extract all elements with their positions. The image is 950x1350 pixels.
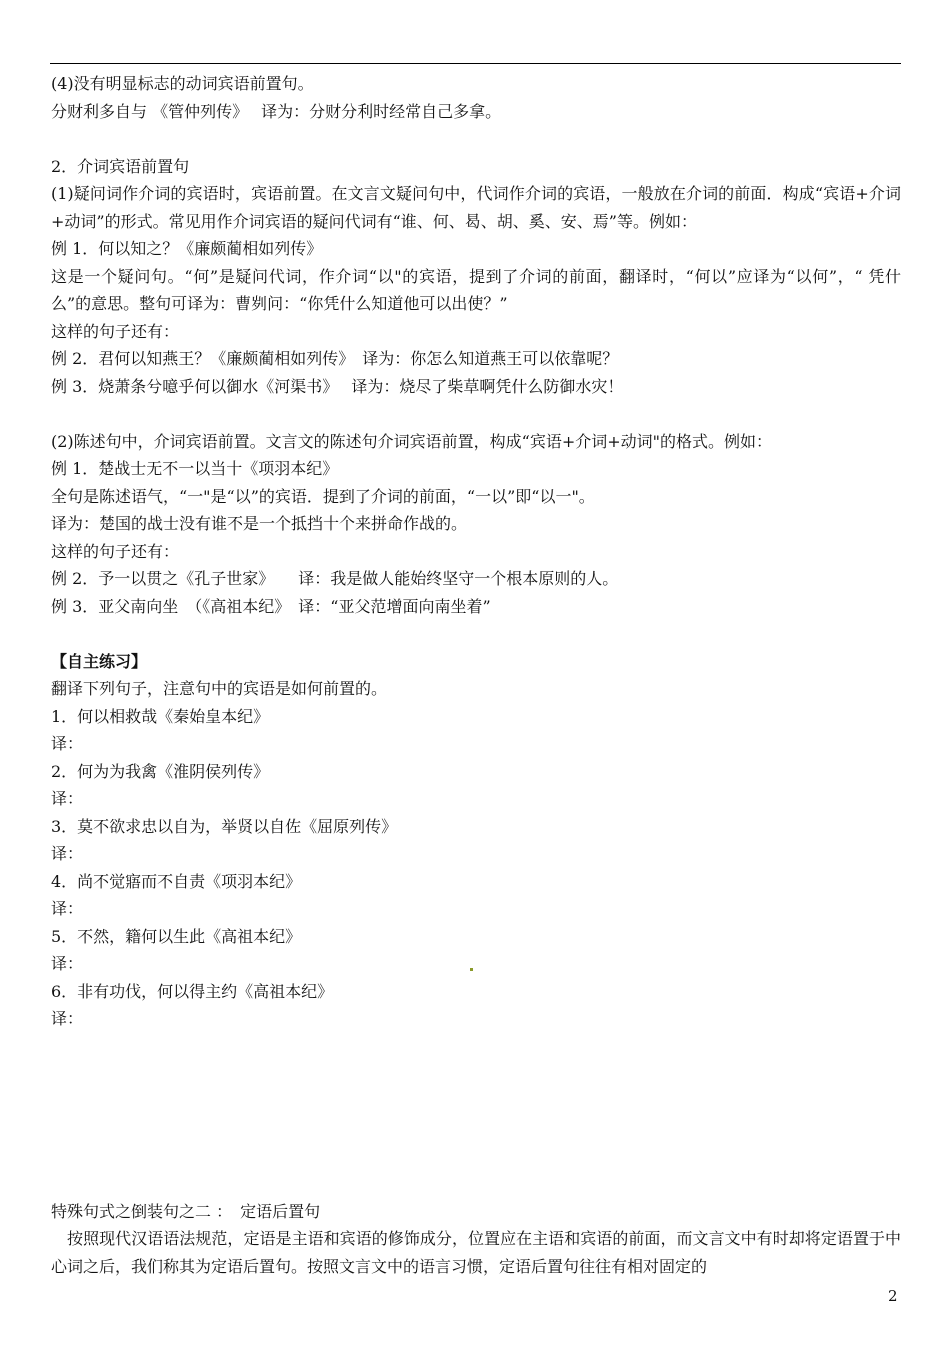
paragraph: (1)疑问词作介词的宾语时，宾语前置。在文言文疑问句中，代词作介词的宾语，一般放在介词的前面．构成“宾语+介词+动词”的形式。常见用作介词宾语的疑问代词有“谁、何、曷、胡、奚、安、焉”等。例如：	[51, 184, 901, 231]
practice-answer-label: 译：	[51, 899, 84, 918]
practice-question: 6．非有功伐，何以得主约《高祖本纪》	[51, 981, 334, 1001]
practice-answer-label: 译：	[51, 1009, 84, 1028]
section-heading: 2．介词宾语前置句	[51, 156, 190, 176]
example-line: 分财利多自与 《管仲列传》 译为：分财分利时经常自己多拿。	[51, 101, 502, 121]
paragraph: 这是一个疑问句。“何”是疑问代词，作介词“以"的宾语，提到了介词的前面，翻译时，“何以”应译为“以何”，“ 凭什么”的意思。整句可译为：曹刿问：“你凭什么知道他可以出使？”	[51, 266, 901, 313]
text-line: 这样的句子还有：	[51, 541, 180, 561]
practice-answer-label: 译：	[51, 844, 84, 863]
example-line: 例 2．君何以知燕王？《廉颇蔺相如列传》 译为：你怎么知道燕王可以依靠呢？	[51, 349, 619, 368]
blank-line	[51, 400, 901, 428]
section-heading: 特殊句式之倒装句之二 ： 定语后置句	[51, 1201, 321, 1221]
practice-heading: 【自主练习】	[51, 651, 148, 671]
practice-question: 3．莫不欲求忠以自为，举贤以自佐《屈原列传》	[51, 816, 398, 836]
example-line: 例 1．楚战士无不一以当十《项羽本纪》	[51, 459, 339, 478]
text-line: 全句是陈述语气，“一"是“以”的宾语．提到了介词的前面，“一以”即“以一"。	[51, 486, 595, 506]
paragraph: 按照现代汉语语法规范，定语是主语和宾语的修饰成分，位置应在主语和宾语的前面，而文言文中有时却将定语置于中心词之后，我们称其为定语后置句。按照文言文中的语言习惯，定语后置句往往有相对固定的	[51, 1229, 901, 1276]
practice-instruction: 翻译下列句子，注意句中的宾语是如何前置的。	[51, 679, 388, 698]
stray-dot	[470, 968, 473, 971]
practice-question: 1．何以相救哉《秦始皇本纪》	[51, 706, 270, 726]
page-number: 2	[888, 1287, 898, 1305]
document-body	[51, 70, 901, 1280]
practice-answer-label: 译：	[51, 954, 84, 973]
practice-question: 5．不然，籍何以生此《高祖本纪》	[51, 926, 302, 946]
text-line: 译为：楚国的战士没有谁不是一个抵挡十个来拼命作战的。	[51, 514, 468, 533]
example-line: 例 3．烧萧条兮噫乎何以御水《河渠书》 译为：烧尽了柴草啊凭什么防御水灾！	[51, 376, 624, 396]
blank-space	[51, 1033, 901, 1198]
example-line: 例 1．何以知之？《廉颇蔺相如列传》	[51, 239, 323, 258]
header-rule	[50, 63, 901, 64]
section-heading: (4)没有明显标志的动词宾语前置句。	[51, 74, 314, 93]
text-line: 这样的句子还有：	[51, 321, 180, 341]
example-line: 例 3．亚父南向坐 （《高祖本纪》 译：“亚父范增面向南坐着”	[51, 596, 491, 616]
paragraph: (2)陈述句中，介词宾语前置。文言文的陈述句介词宾语前置，构成“宾语+介词+动词"的格式。例如：	[51, 431, 773, 451]
practice-question: 4．尚不觉寤而不自责《项羽本纪》	[51, 871, 302, 891]
blank-line	[51, 125, 901, 153]
practice-answer-label: 译：	[51, 789, 84, 808]
practice-answer-label: 译：	[51, 734, 84, 753]
practice-question: 2．何为为我禽《淮阴侯列传》	[51, 761, 270, 781]
example-line: 例 2．予一以贯之《孔子世家》 译：我是做人能始终坚守一个根本原则的人。	[51, 569, 619, 588]
blank-line	[51, 620, 901, 648]
